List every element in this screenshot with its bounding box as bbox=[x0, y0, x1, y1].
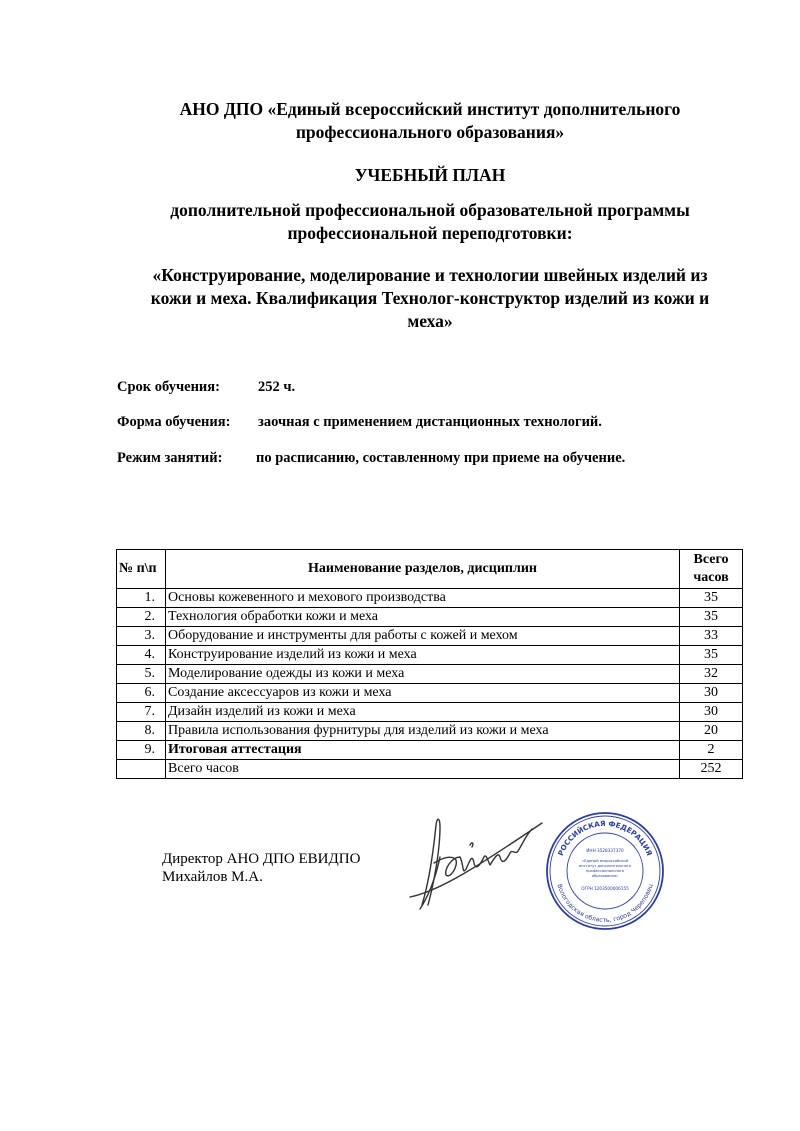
row-name: Создание аксессуаров из кожи и меха bbox=[166, 684, 680, 703]
row-hours: 33 bbox=[680, 627, 743, 646]
row-hours: 35 bbox=[680, 589, 743, 608]
row-num bbox=[117, 760, 166, 779]
duration-label: Срок обучения: bbox=[117, 379, 220, 395]
header-hours-line-1: Всего bbox=[693, 552, 729, 567]
row-hours: 32 bbox=[680, 665, 743, 684]
row-num: 4. bbox=[117, 646, 166, 665]
row-num: 7. bbox=[117, 703, 166, 722]
row-name: Правила использования фурнитуры для изделий из кожи и меха bbox=[166, 722, 680, 741]
row-num: 5. bbox=[117, 665, 166, 684]
stamp-inn: ИНН 3528337370 bbox=[586, 848, 624, 853]
row-hours: 30 bbox=[680, 703, 743, 722]
svg-text:профессионального: профессионального bbox=[585, 869, 625, 873]
svg-text:образования»: образования» bbox=[591, 874, 619, 878]
table-row bbox=[117, 646, 743, 665]
row-name: Итоговая аттестация bbox=[166, 741, 680, 760]
meta-form bbox=[117, 414, 602, 431]
row-hours: 35 bbox=[680, 646, 743, 665]
form-label: Форма обучения: bbox=[117, 414, 231, 430]
row-num: 9. bbox=[117, 741, 166, 760]
row-hours: 252 bbox=[680, 760, 743, 779]
svg-text:институт дополнительного: институт дополнительного bbox=[578, 864, 632, 868]
mode-value: по расписанию, составленному при приеме на обучение. bbox=[256, 450, 626, 466]
row-name: Конструирование изделий из кожи и меха bbox=[166, 646, 680, 665]
organization-stamp bbox=[544, 810, 666, 932]
program-line-1: «Конструирование, моделирование и технологии швейных изделий из bbox=[152, 265, 708, 285]
form-value: заочная с применением дистанционных технологий. bbox=[258, 414, 602, 430]
row-name: Технология обработки кожи и меха bbox=[166, 608, 680, 627]
meta-duration bbox=[117, 379, 295, 396]
table-row bbox=[117, 608, 743, 627]
mode-label: Режим занятий: bbox=[117, 450, 223, 466]
table-row bbox=[117, 703, 743, 722]
row-num: 3. bbox=[117, 627, 166, 646]
program-name bbox=[110, 264, 750, 333]
table-row-final-attestation bbox=[117, 741, 743, 760]
stamp-top-text: РОССИЙСКАЯ ФЕДЕРАЦИЯ bbox=[555, 818, 655, 858]
row-name: Оборудование и инструменты для работы с кожей и мехом bbox=[166, 627, 680, 646]
org-line-2: профессионального образования» bbox=[295, 122, 565, 142]
organization-name bbox=[100, 98, 760, 144]
director-title: Директор АНО ДПО ЕВИДПО bbox=[162, 851, 361, 867]
director-name: Михайлов М.А. bbox=[162, 869, 263, 885]
row-name: Всего часов bbox=[166, 760, 680, 779]
header-num: № п\п bbox=[117, 550, 166, 589]
row-name: Основы кожевенного и мехового производства bbox=[166, 589, 680, 608]
director-block bbox=[162, 850, 360, 886]
table-row bbox=[117, 589, 743, 608]
program-line-2: кожи и меха. Квалификация Технолог-конструктор изделий из кожи и bbox=[150, 288, 710, 308]
table-row-total bbox=[117, 760, 743, 779]
table-row bbox=[117, 684, 743, 703]
org-line-1: АНО ДПО «Единый всероссийский институт дополнительного bbox=[179, 99, 681, 119]
document-title: УЧЕБНЫЙ ПЛАН bbox=[354, 165, 506, 185]
program-line-3: меха» bbox=[407, 311, 453, 331]
stamp-bottom-text: Вологодская область, город Череповец bbox=[555, 883, 655, 925]
duration-value: 252 ч. bbox=[258, 379, 296, 395]
table-header-row bbox=[117, 550, 743, 589]
table-row bbox=[117, 722, 743, 741]
header-name: Наименование разделов, дисциплин bbox=[166, 550, 680, 589]
header-hours-line-2: часов bbox=[693, 570, 729, 585]
header-hours bbox=[680, 550, 743, 589]
row-name: Дизайн изделий из кожи и меха bbox=[166, 703, 680, 722]
row-hours: 20 bbox=[680, 722, 743, 741]
row-num: 8. bbox=[117, 722, 166, 741]
table-row bbox=[117, 665, 743, 684]
subtitle-line-2: профессиональной переподготовки: bbox=[287, 223, 573, 243]
curriculum-table bbox=[116, 549, 743, 779]
document-subtitle bbox=[100, 199, 760, 245]
svg-text:«Единый всероссийский: «Единый всероссийский bbox=[581, 859, 629, 863]
stamp-ogrn: ОГРН 1203500006155 bbox=[581, 886, 629, 891]
row-num: 1. bbox=[117, 589, 166, 608]
subtitle-line-1: дополнительной профессиональной образовательной программы bbox=[170, 200, 690, 220]
signature-image bbox=[400, 805, 545, 920]
row-num: 6. bbox=[117, 684, 166, 703]
table-row bbox=[117, 627, 743, 646]
row-hours: 2 bbox=[680, 741, 743, 760]
row-hours: 30 bbox=[680, 684, 743, 703]
meta-mode bbox=[117, 450, 625, 467]
row-hours: 35 bbox=[680, 608, 743, 627]
row-name: Моделирование одежды из кожи и меха bbox=[166, 665, 680, 684]
row-num: 2. bbox=[117, 608, 166, 627]
